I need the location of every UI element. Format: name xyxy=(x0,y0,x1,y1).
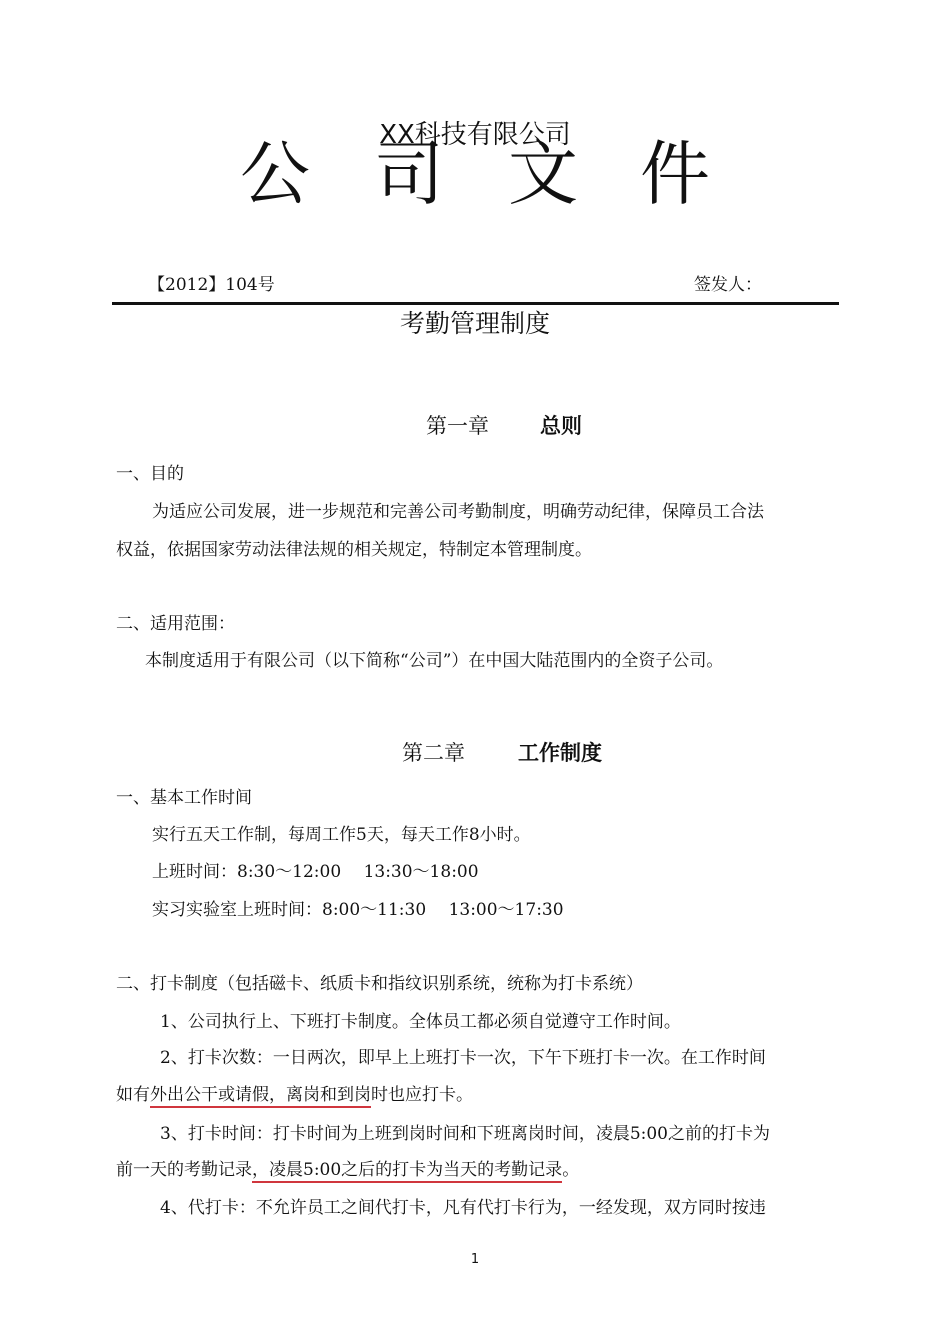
item-2-text-b: 时也应打卡。 xyxy=(371,1085,473,1105)
signer-label: 签发人： xyxy=(694,275,762,295)
paragraph-purpose-line-2: 权益，依据国家劳动法律法规的相关规定，特制定本管理制度。 xyxy=(116,540,592,560)
item-3-underlined-text: ，凌晨5:00之后的打卡为当天的考勤记录 xyxy=(252,1160,562,1183)
section-heading-scope: 二、适用范围： xyxy=(116,614,235,634)
chapter-1-title-text: 总则 xyxy=(540,414,582,438)
work-hours-line-1: 实行五天工作制，每周工作5天，每天工作8小时。 xyxy=(152,825,531,845)
item-3-text-b: 。 xyxy=(562,1160,580,1180)
clock-in-item-2-line-2 xyxy=(116,1084,473,1106)
clock-in-item-2-line-1: 2、打卡次数：一日两次，即早上上班打卡一次，下午下班打卡一次。在工作时间 xyxy=(160,1048,766,1068)
page-number: 1 xyxy=(470,1252,480,1267)
main-title: 考勤管理制度 xyxy=(399,309,550,338)
doc-title-char-1: 公 xyxy=(240,133,310,215)
chapter-2-title-text: 工作制度 xyxy=(518,741,602,765)
doc-title-char-3: 文 xyxy=(508,133,578,215)
item-2-text-a: 如有 xyxy=(116,1085,150,1105)
clock-in-item-3-line-2 xyxy=(116,1159,579,1181)
section-heading-clock-in: 二、打卡制度（包括磁卡、纸质卡和指纹识别系统，统称为打卡系统） xyxy=(116,974,643,994)
doc-title-char-2: 司 xyxy=(374,133,444,215)
doc-title-char-4: 件 xyxy=(640,133,710,215)
work-hours-line-3: 实习实验室上班时间：8:00～11:30 13:00～17:30 xyxy=(152,900,564,920)
clock-in-item-3-line-1: 3、打卡时间：打卡时间为上班到岗时间和下班离岗时间，凌晨5:00之前的打卡为 xyxy=(160,1124,770,1144)
chapter-2-number: 第二章 xyxy=(402,741,465,765)
clock-in-item-4-line-1: 4、代打卡：不允许员工之间代打卡，凡有代打卡行为，一经发现，双方同时按违 xyxy=(160,1198,766,1218)
document-number: 【2012】104号 xyxy=(148,275,275,295)
paragraph-scope: 本制度适用于有限公司（以下简称“公司”）在中国大陆范围内的全资子公司。 xyxy=(145,651,724,671)
company-name: XX科技有限公司 xyxy=(379,120,571,150)
work-hours-line-2: 上班时间：8:30～12:00 13:30～18:00 xyxy=(152,862,479,882)
item-3-text-a: 前一天的考勤记录 xyxy=(116,1160,252,1180)
section-heading-work-hours: 一、基本工作时间 xyxy=(116,788,252,808)
paragraph-purpose-line-1: 为适应公司发展，进一步规范和完善公司考勤制度，明确劳动纪律，保障员工合法 xyxy=(152,502,764,522)
clock-in-item-1: 1、公司执行上、下班打卡制度。全体员工都必须自觉遵守工作时间。 xyxy=(160,1012,681,1032)
item-2-underlined-text: 外出公干或请假，离岗和到岗 xyxy=(150,1085,371,1108)
section-heading-purpose: 一、目的 xyxy=(116,464,184,484)
chapter-1-number: 第一章 xyxy=(426,414,489,438)
chapter-1-title xyxy=(540,410,582,440)
chapter-2-title xyxy=(518,737,602,767)
